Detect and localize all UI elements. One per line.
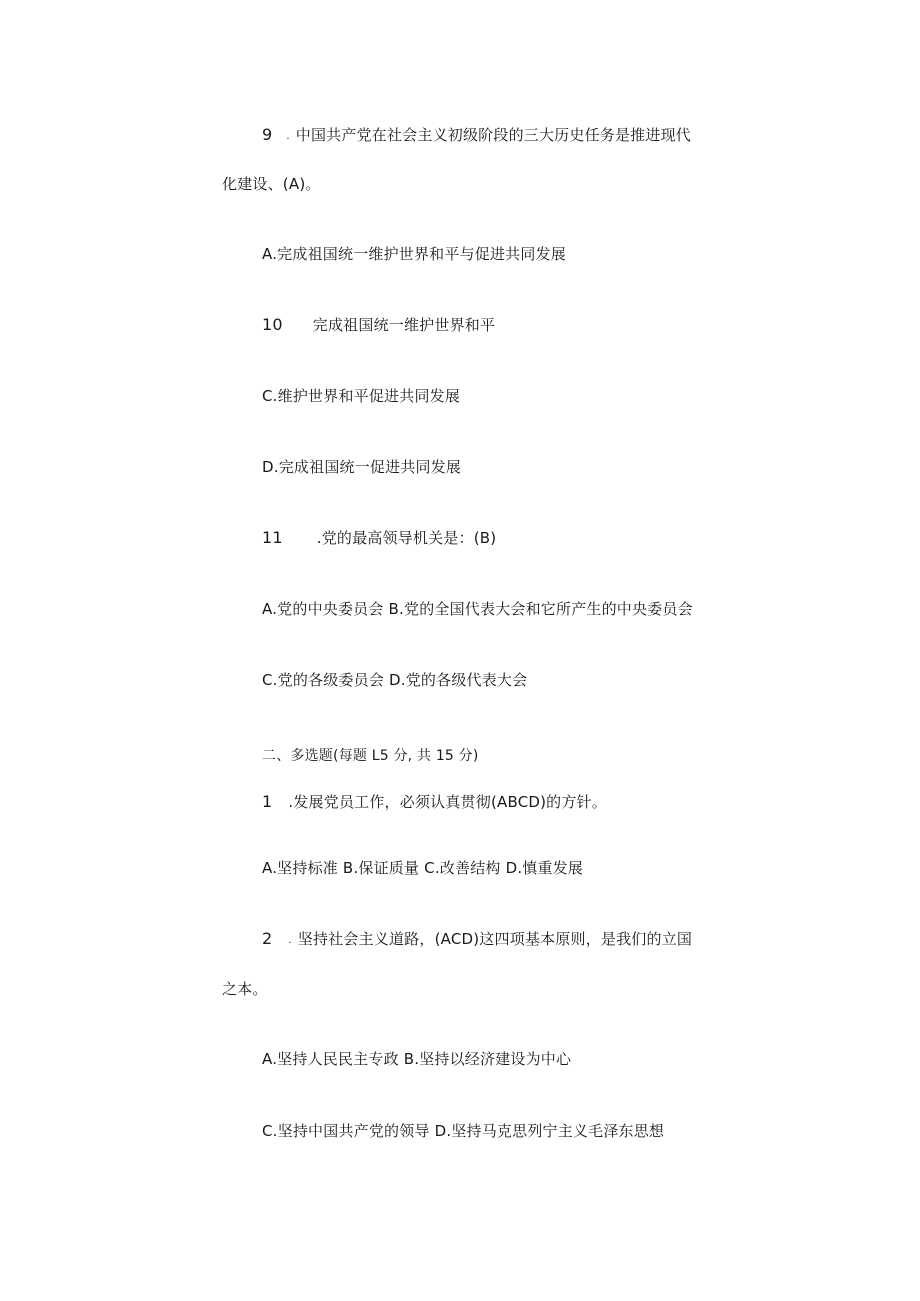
option-a: [262, 243, 566, 265]
multi-question-2-options-ab: [262, 1048, 571, 1070]
question-text: .党的最高领导机关是：(B): [316, 529, 497, 547]
question-number: 2: [262, 929, 273, 948]
question-11: [262, 527, 496, 549]
option-text: C.党的各级委员会 D.党的各级代表大会: [262, 671, 528, 689]
question-separator: .: [288, 935, 292, 946]
option-text: D.完成祖国统一促进共同发展: [262, 458, 462, 476]
question-text: 坚持社会主义道路，(ACD)这四项基本原则，是我们的立国: [297, 930, 693, 948]
option-ab: [262, 598, 693, 620]
multi-question-2-line-2: [222, 978, 268, 1000]
option-text: A.完成祖国统一维护世界和平与促进共同发展: [262, 245, 566, 263]
option-text: A.党的中央委员会 B.党的全国代表大会和它所产生的中央委员会: [262, 600, 693, 618]
option-c: [262, 385, 460, 407]
option-b: [262, 314, 495, 336]
section-heading-text: 二、多选题(每题 L5 分, 共 15 分): [262, 748, 479, 764]
option-text: C.坚持中国共产党的领导 D.坚持马克思列宁主义毛泽东思想: [262, 1122, 665, 1140]
question-text: 中国共产党在社会主义初级阶段的三大历史任务是推进现代: [295, 126, 691, 144]
question-text-continued: 化建设、(A)。: [222, 175, 321, 193]
option-text: 完成祖国统一维护世界和平: [312, 316, 496, 334]
question-number: 9: [262, 125, 273, 144]
multi-question-1-options: [262, 857, 583, 879]
option-text: A.坚持标准 B.保证质量 C.改善结构 D.慎重发展: [262, 859, 584, 877]
question-9-line-2: [222, 173, 321, 195]
option-text: A.坚持人民民主专政 B.坚持以经济建设为中心: [262, 1050, 572, 1068]
question-text-continued: 之本。: [222, 980, 268, 998]
question-number: 11: [262, 528, 283, 547]
section-heading: [262, 745, 479, 767]
multi-question-1: [262, 791, 607, 813]
question-separator: .: [286, 131, 290, 142]
question-9-line-1: [262, 124, 691, 148]
multi-question-2-line-1: [262, 928, 692, 952]
question-text: .发展党员工作，必须认真贯彻(ABCD)的方针。: [288, 793, 607, 811]
question-number: 1: [262, 792, 273, 811]
option-d: [262, 456, 461, 478]
option-number: 10: [262, 315, 283, 334]
option-text: C.维护世界和平促进共同发展: [262, 387, 461, 405]
option-cd: [262, 669, 527, 691]
multi-question-2-options-cd: [262, 1120, 664, 1142]
